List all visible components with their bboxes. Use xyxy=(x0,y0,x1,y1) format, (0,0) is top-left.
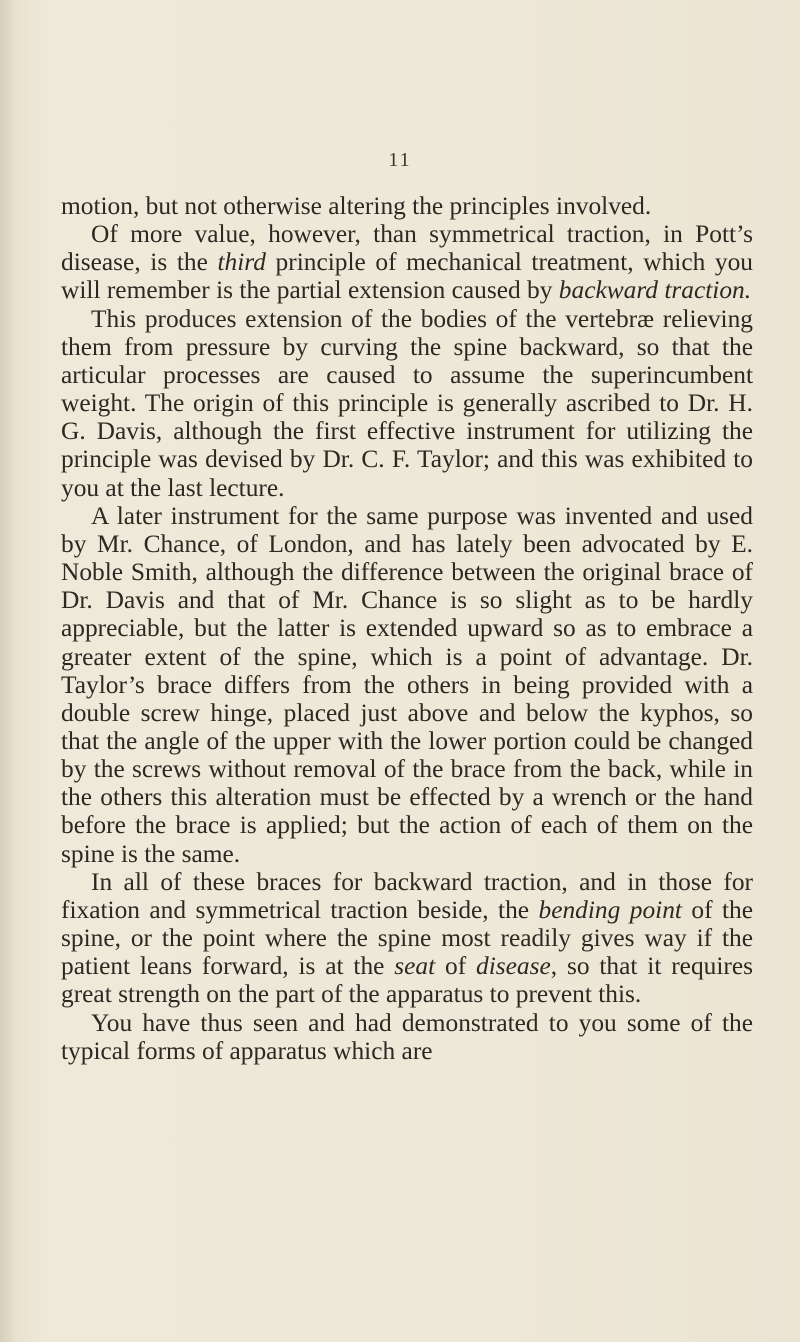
text-run: principle of mechanical treatment, which you will remember is the partial extension caused by xyxy=(61,248,753,305)
italic-text: third xyxy=(217,248,266,277)
italic-text: backward traction. xyxy=(558,276,752,305)
text-run: , so that it requires great strength on the part of the apparatus to prevent this. xyxy=(61,952,753,1009)
paragraph xyxy=(61,220,753,304)
page-number: 11 xyxy=(388,149,412,171)
text-run: of the spine, or the point where the spine most readily gives way if the patient leans forward, is at the xyxy=(61,895,753,981)
text-run: of xyxy=(435,952,477,981)
paragraph xyxy=(61,1009,753,1065)
text-run: You have thus seen and had demonstrated to you some of the typical forms of apparatus which are xyxy=(61,1008,753,1065)
text-run: This produces extension of the bodies of the vertebræ relieving them from pressure by curving the spine backward, so that the articular processes are caused to assume the superincumbent weight. The origin of this principle is generally ascribed to Dr. H. G. Davis, although the first effective instrument for utilizing the principle was devised by Dr. C. F. Taylor; and this was exhibited to you at the last lecture. xyxy=(61,304,753,502)
text-run: A later instrument for the same purpose was invented and used by Mr. Chance, of London, and has lately been advocated by E. Noble Smith, although the difference between the original brace of Dr. Davis and that of Mr. Chance is so slight as to be hardly appreciable, but the latter is extended upward so as to embrace a greater extent of the spine, which is a point of advantage. Dr. Taylor’s brace differs from the others in being provided with a double screw hinge, placed just above and below the kyphos, so that the angle of the upper with the lower portion could be changed by the screws without removal of the brace from the back, while in the others this alteration must be effected by a wrench or the hand before the brace is applied; but the action of each of them on the spine is the same. xyxy=(61,501,753,868)
paragraph xyxy=(61,305,753,502)
paragraph xyxy=(61,502,753,868)
italic-text: bending point xyxy=(538,895,682,924)
italic-text: seat xyxy=(394,952,436,981)
paragraph xyxy=(61,868,753,1009)
text-run: motion, but not otherwise altering the principles involved. xyxy=(61,192,652,220)
body-text xyxy=(61,192,753,1065)
page-edge-shadow xyxy=(0,0,14,1342)
italic-text: disease xyxy=(476,952,551,981)
paragraph xyxy=(61,192,753,220)
text-run: In all of these braces for backward traction, and in those for fixation and symmetrical traction beside, the xyxy=(61,867,753,924)
text-run: Of more value, however, than symmetrical traction, in Pott’s disease, is the xyxy=(61,220,753,277)
